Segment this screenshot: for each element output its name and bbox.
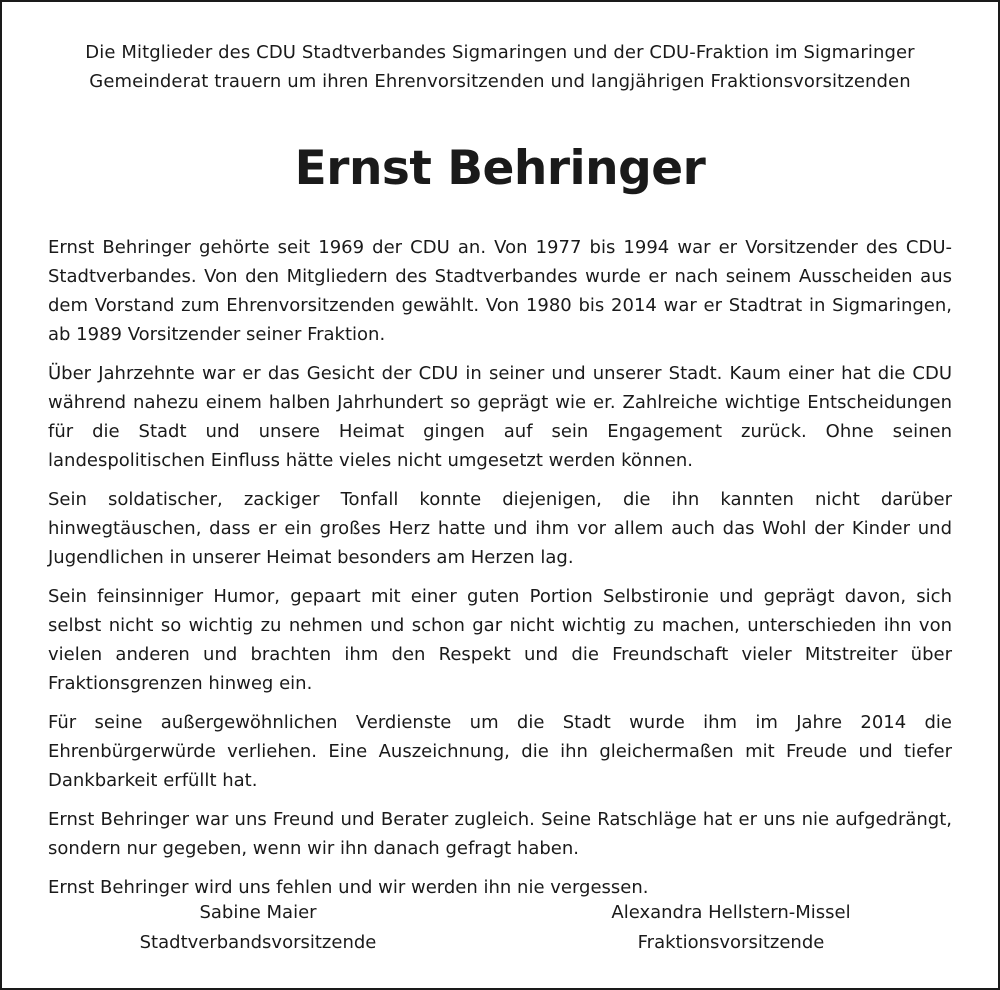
paragraph-7: Ernst Behringer wird uns fehlen und wir werden ihn nie vergessen.	[48, 877, 649, 898]
signature-right-role: Fraktionsvorsitzende	[637, 932, 825, 953]
intro-header	[48, 38, 952, 96]
paragraph-6: Ernst Behringer war uns Freund und Berater zugleich. Seine Ratschläge hat er uns nie aufgedrängt, sondern nur gegeben, wenn wir ihn danach gefragt haben.	[48, 809, 952, 859]
paragraph-1: Ernst Behringer gehörte seit 1969 der CDU an. Von 1977 bis 1994 war er Vorsitzender des CDU-Stadtverbandes. Von den Mitgliedern des Stadtverbandes wurde er nach seinem Ausscheiden aus dem Vorstand zum Ehrenvorsitzenden gewählt. Von 1980 bis 2014 war er Stadtrat in Sigmaringen, ab 1989 Vorsitzender seiner Fraktion.	[48, 237, 952, 345]
obituary-body	[48, 233, 952, 902]
intro-line-2: Gemeinderat trauern um ihren Ehrenvorsitzenden und langjährigen Fraktionsvorsitzenden	[89, 71, 911, 92]
paragraph-5: Für seine außergewöhnlichen Verdienste um die Stadt wurde ihm im Jahre 2014 die Ehrenbürgerwürde verliehen. Eine Auszeichnung, die ihn gleichermaßen mit Freude und tiefer Dankbarkeit erfüllt hat.	[48, 712, 952, 791]
paragraph-4: Sein feinsinniger Humor, gepaart mit einer guten Portion Selbstironie und geprägt davon, sich selbst nicht so wichtig zu nehmen und schon gar nicht wichtig zu machen, unterschieden ihn von vielen anderen und brachten ihm den Respekt und die Freundschaft vieler Mitstreiter über Fraktionsgrenzen hinweg ein.	[48, 586, 952, 694]
signature-right	[551, 898, 911, 958]
signature-right-name: Alexandra Hellstern-Missel	[611, 902, 851, 923]
signature-left	[78, 898, 438, 958]
signature-left-role: Stadtverbandsvorsitzende	[139, 932, 377, 953]
paragraph-3: Sein soldatischer, zackiger Tonfall konnte diejenigen, die ihn kannten nicht darüber hinwegtäuschen, dass er ein großes Herz hatte und ihm vor allem auch das Wohl der Kinder und Jugendlichen in unserer Heimat besonders am Herzen lag.	[48, 489, 952, 568]
signature-left-name: Sabine Maier	[199, 902, 317, 923]
intro-line-1: Die Mitglieder des CDU Stadtverbandes Sigmaringen und der CDU-Fraktion im Sigmaringer	[85, 42, 915, 63]
deceased-name: Ernst Behringer	[294, 141, 706, 196]
paragraph-2: Über Jahrzehnte war er das Gesicht der CDU in seiner und unserer Stadt. Kaum einer hat die CDU während nahezu einem halben Jahrhundert so geprägt wie er. Zahlreiche wichtige Entscheidungen für die Stadt und unsere Heimat gingen auf sein Engagement zurück. Ohne seinen landespolitischen Einfluss hätte vieles nicht umgesetzt werden können.	[48, 363, 952, 471]
